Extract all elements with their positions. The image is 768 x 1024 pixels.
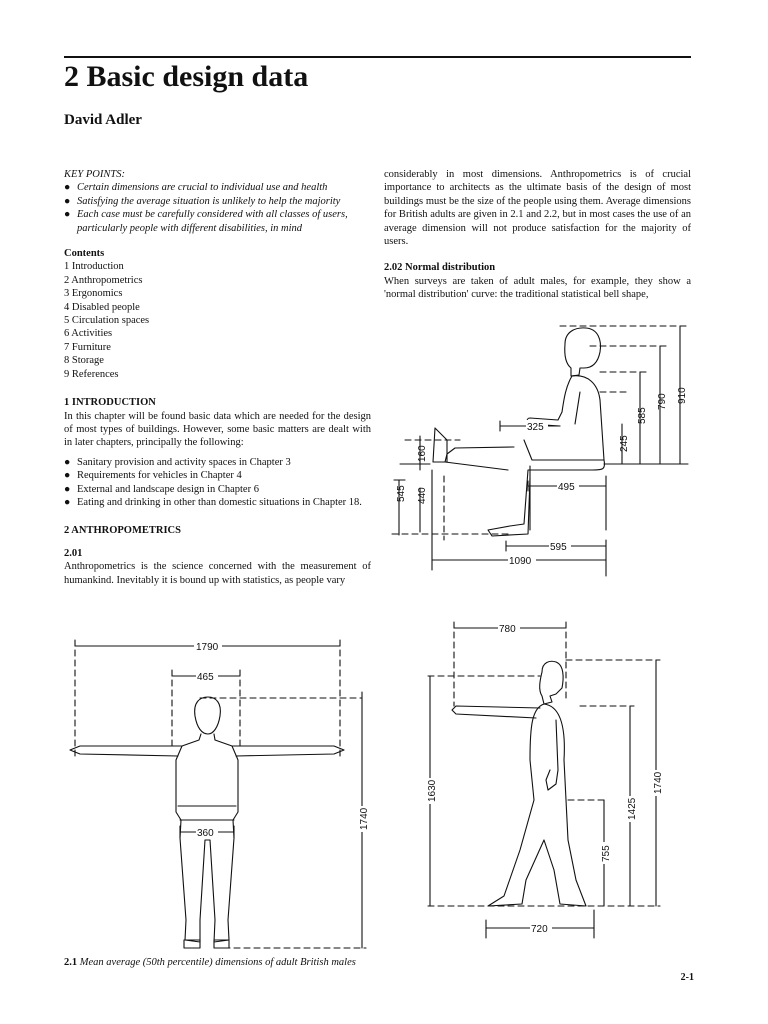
dim-label-325: 325	[527, 422, 544, 433]
contents-item: 6 Activities	[64, 328, 113, 340]
chapter-author: David Adler	[64, 112, 142, 128]
normal-distribution-heading: 2.02 Normal distribution	[384, 262, 496, 274]
dim-label-780: 780	[499, 624, 516, 635]
introduction-item: ● Sanitary provision and activity spaces in Chapter 3	[64, 456, 291, 468]
key-point-item: ● Satisfying the average situation is unlikely to help the majority	[64, 195, 341, 207]
bullet-icon: ●	[64, 470, 71, 482]
contents-item: 2 Anthropometrics	[64, 274, 143, 286]
dim-label-160: 160	[417, 445, 428, 462]
dim-label-360: 360	[197, 828, 214, 839]
introduction-item: ● Eating and drinking in other than domestic situations in Chapter 18.	[64, 496, 362, 508]
dim-label-1630: 1630	[427, 779, 438, 802]
introduction-item: ● External and landscape design in Chapter 6	[64, 483, 259, 495]
figure-caption	[64, 957, 356, 968]
contents-item: 8 Storage	[64, 355, 104, 367]
dim-label-1740-front: 1740	[359, 807, 370, 830]
bullet-icon: ●	[64, 496, 71, 508]
contents-item: 4 Disabled people	[64, 301, 140, 313]
introduction-heading: 1 INTRODUCTION	[64, 397, 156, 409]
seated-dimensions	[392, 326, 688, 576]
dim-label-1425: 1425	[627, 797, 638, 820]
key-point-item: ● Certain dimensions are crucial to individual use and health	[64, 182, 328, 194]
dim-label-755: 755	[601, 845, 612, 862]
dim-label-1790: 1790	[196, 642, 219, 653]
figure-number: 2.1	[64, 957, 78, 968]
dim-label-595: 595	[550, 542, 567, 553]
contents-item: 3 Ergonomics	[64, 288, 123, 300]
dim-label-495: 495	[558, 482, 575, 493]
dim-label-585: 585	[637, 407, 648, 424]
anthropometrics-text: Anthropometrics is the science concerned with the measurement of humankind. Inevitably it is bound up with statistics, as people vary	[64, 561, 371, 586]
key-point-item: ● Each case must be carefully considered with all classes of users, particularly people with different disabilities, in mind	[64, 209, 348, 234]
contents-item: 9 References	[64, 368, 119, 380]
bullet-icon: ●	[64, 195, 71, 207]
dim-label-465: 465	[197, 672, 214, 683]
contents-item: 1 Introduction	[64, 261, 124, 273]
front-figure	[70, 697, 344, 948]
anthropometrics-heading: 2 ANTHROPOMETRICS	[64, 525, 181, 537]
side-dimensions	[428, 622, 660, 938]
contents-item: 5 Circulation spaces	[64, 315, 150, 327]
dim-label-245: 245	[619, 435, 630, 452]
seated-figure	[433, 328, 605, 536]
introduction-item: ● Requirements for vehicles in Chapter 4	[64, 470, 242, 482]
dim-label-545: 545	[396, 485, 407, 502]
normal-distribution-text: When surveys are taken of adult males, for example, they show a 'normal distribution' curve: the traditional statistical bell shape,	[384, 275, 691, 301]
dim-label-1090: 1090	[509, 556, 532, 567]
chapter-title: 2 Basic design data	[64, 60, 309, 93]
key-points-heading: KEY POINTS:	[64, 169, 125, 180]
dim-label-910: 910	[677, 387, 688, 404]
bullet-icon: ●	[64, 456, 71, 468]
dim-label-440: 440	[417, 487, 428, 504]
front-dimensions	[75, 640, 366, 948]
dim-label-720: 720	[531, 924, 548, 935]
contents-heading: Contents	[64, 248, 105, 260]
bullet-icon: ●	[64, 182, 71, 194]
introduction-text: In this chapter will be found basic data which are needed for the design of most types of buildings. However, some basic matters are dealt with in later chapters, principally the following:	[64, 410, 371, 449]
dim-label-790: 790	[657, 393, 668, 410]
dim-label-1740-side: 1740	[653, 771, 664, 794]
bullet-icon: ●	[64, 209, 71, 221]
contents-item: 7 Furniture	[64, 341, 111, 353]
figure-caption-text: Mean average (50th percentile) dimensions of adult British males	[79, 957, 356, 968]
page-number: 2-1	[680, 972, 694, 983]
right-column-text: considerably in most dimensions. Anthropometrics is of crucial importance to architects as the ultimate basis of the design of most buildings must be the size of the people using them. Average dimensions for British adults are given in 2.1 and 2.2, but in most cases the use of an average dimension will not produce satisfaction for the majority of users.	[384, 169, 691, 248]
figure-labels	[194, 387, 688, 935]
section-2-01-heading: 2.01	[64, 547, 83, 559]
bullet-icon: ●	[64, 483, 71, 495]
